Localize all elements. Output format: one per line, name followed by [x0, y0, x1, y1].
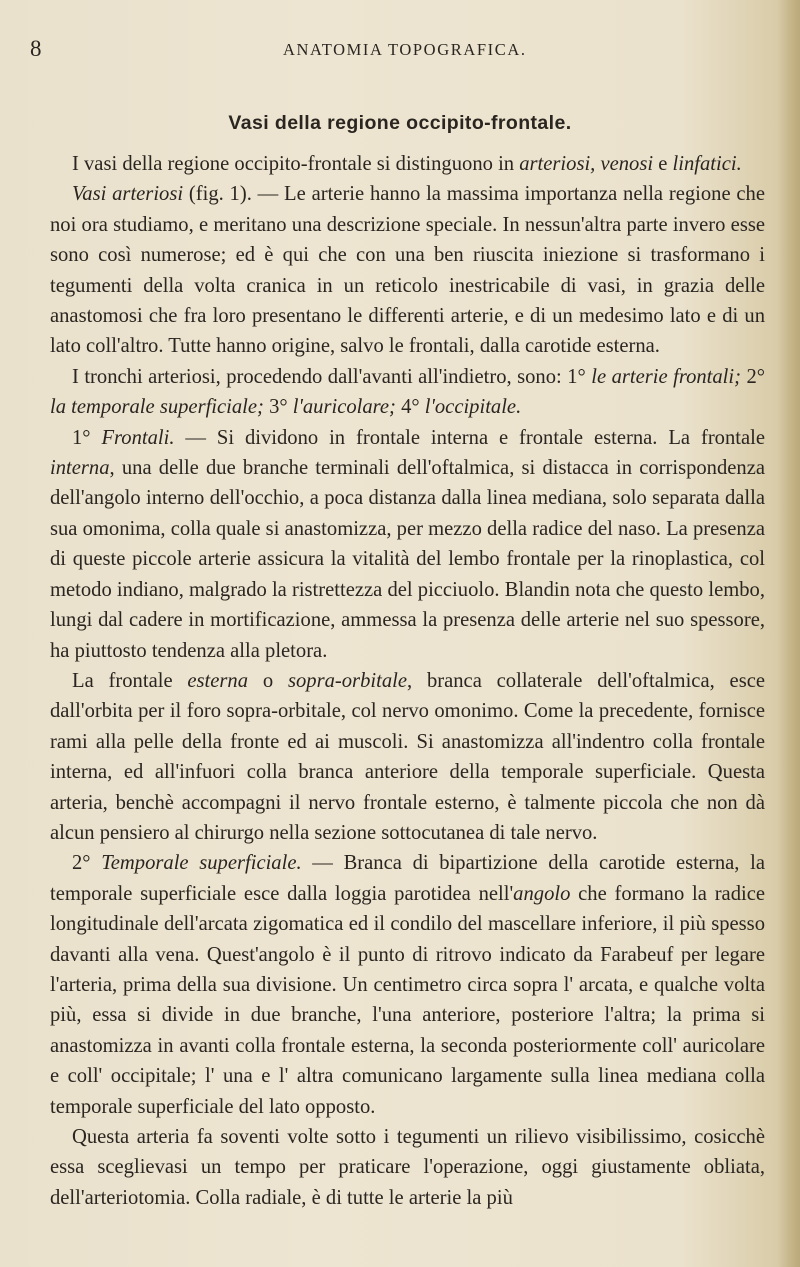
- page-edge-shadow: [778, 0, 800, 1267]
- paragraph-temporale-superficiale: 2° Temporale superficiale. — Branca di bipartizione della carotide esterna, la temporale superficiale esce dalla loggia parotidea nell'angolo che formano la radice longitudinale dell'arcata zigomatica ed il condilo del mascellare inferiore, il più spesso davanti alla vena. Quest'angolo è il punto di ritrovo indicato da Farabeuf per legare l'arteria, prima della sua divisione. Un centimetro circa sopra l' arcata, e qualche volta più, essa si divide in due branche, l'una anteriore, posteriore l'altra; la prima si anastomizza in avanti colla frontale esterna, la seconda posteriormente coll' auricolare e coll' occipitale; l' una e l' altra comunicano largamente sulla linea mediana colla temporale superficiale del lato opposto.: [50, 852, 765, 1118]
- paragraph-tronchi-arteriosi: I tronchi arteriosi, procedendo dall'avanti all'indietro, sono: 1° le arterie frontali; 2° la temporale superficiale; 3° l'auricolare; 4° l'occipitale.: [50, 365, 765, 419]
- paragraph-vasi-arteriosi: Vasi arteriosi (fig. 1). — Le arterie hanno la massima importanza nella regione che noi ora studiamo, e meritano una descrizione speciale. In nessun'altra parte invero esse sono così numerose; ed è qui che con una ben riuscita iniezione si trasformano i tegumenti della volta cranica in un reticolo inestricabile di vasi, in grazia delle anastomosi che fra loro presentano le differenti arterie, e di un medesimo lato e di un lato coll'altro. Tutte hanno origine, salvo le frontali, dalla carotide esterna.: [50, 183, 765, 358]
- page-number: 8: [30, 36, 42, 61]
- running-head: [30, 36, 730, 66]
- paragraph-arteriotomia: Questa arteria fa soventi volte sotto i tegumenti un rilievo visibilissimo, cosicchè essa sceglievasi un tempo per praticare l'operazione, oggi giustamente obliata, dell'arteriotomia. Colla radiale, è di tutte le arterie la più: [50, 1126, 765, 1209]
- paragraph-frontale-esterna: La frontale esterna o sopra-orbitale, branca collaterale dell'oftalmica, esce dall'orbita per il foro sopra-orbitale, col nervo omonimo. Come la precedente, fornisce rami alla pelle della fronte ed ai muscoli. Si anastomizza all'indentro colla frontale interna, ed all'infuori colla branca anteriore della temporale superficiale. Questa arteria, benchè accompagni il nervo frontale esterno, è talmente piccola che non dà alcun pensiero al chirurgo nella sezione sottocutanea di tale nervo.: [50, 669, 765, 844]
- paragraph-frontali: 1° Frontali. — Si dividono in frontale interna e frontale esterna. La frontale interna, una delle due branche terminali dell'oftalmica, si distacca in corrispondenza dell'angolo interno dell'occhio, a poca distanza dalla linea mediana, solo separata dalla sua omonima, colla quale si anastomizza, per mezzo della radice del naso. La presenza di queste piccole arterie assicura la vitalità del lembo frontale per la rinoplastica, col metodo indiano, malgrado la ristrettezza del picciuolo. Blandin nota che questo lembo, lungi dal cadere in mortificazione, ammessa la presenza delle arterie nel suo spessore, ha piuttosto tendenza alla pletora.: [50, 426, 765, 662]
- running-title: ANATOMIA TOPOGRAFICA.: [283, 40, 527, 59]
- body-text: [50, 149, 765, 1213]
- section-title: Vasi della regione occipito-frontale.: [228, 112, 572, 134]
- paragraph-intro: I vasi della regione occipito-frontale si distinguono in arteriosi, venosi e linfatici.: [72, 153, 742, 175]
